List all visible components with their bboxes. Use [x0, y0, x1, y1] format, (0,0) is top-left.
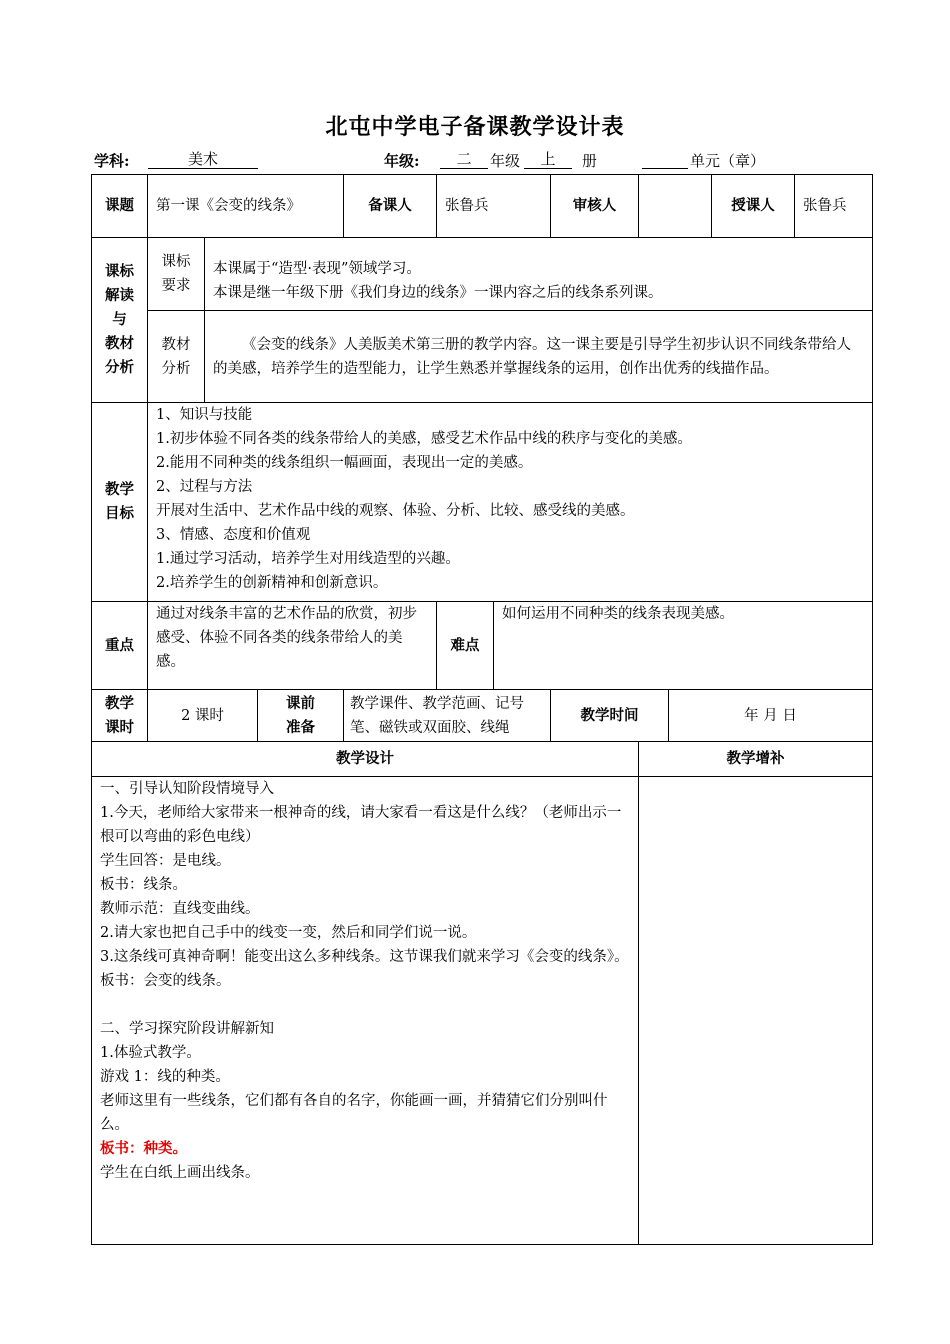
reviewer-label: 审核人: [551, 175, 639, 238]
reviewer-value: [639, 175, 712, 238]
curriculum-label: 课标 解读 与 教材 分析: [92, 238, 148, 403]
schedule-row: [92, 690, 873, 742]
time-value: 年 月 日: [669, 690, 873, 742]
lesson-row: [92, 175, 873, 238]
design-line: 1.今天，老师给大家带来一根神奇的线，请大家看一看这是什么线？（老师出示一根可以弯曲的彩色电线）: [100, 805, 622, 845]
design-line: 学生在白纸上画出线条。: [100, 1165, 260, 1181]
design-content-row: [92, 777, 873, 1245]
difficulty-label: 难点: [437, 602, 494, 690]
difficulty-content: 如何运用不同种类的线条表现美感。: [494, 602, 873, 690]
design-line: 2.请大家也把自己手中的线变一变，然后和同学们说一说。: [100, 925, 477, 941]
prep-label: 课前 准备: [258, 690, 344, 742]
subject-label: 学科:: [94, 152, 130, 170]
textbook-label: 教材 分析: [148, 311, 205, 403]
design-line: 板书：线条。: [100, 877, 187, 893]
design-line-highlight: 板书：种类。: [100, 1140, 187, 1157]
grade-unit: 年级: [490, 152, 521, 170]
teacher-label: 授课人: [712, 175, 795, 238]
design-header: 教学设计: [92, 742, 639, 777]
design-line: 老师这里有一些线条，它们都有各自的名字，你能画一画，并猜猜它们分别叫什么。: [100, 1093, 608, 1133]
unit-value: [642, 150, 688, 169]
objectives-label: 教学 目标: [92, 403, 148, 602]
hours-label: 教学 课时: [92, 690, 148, 742]
unit-label: 单元（章）: [690, 152, 766, 170]
design-line: 3.这条线可真神奇啊！能变出这么多种线条。这节课我们就来学习《会变的线条》。: [100, 949, 629, 965]
design-line: 一、引导认知阶段情境导入: [100, 781, 274, 797]
standard-content: 本课属于“造型·表现”领域学习。 本课是继一年级下册《我们身边的线条》一课内容之后的线条系列课。: [205, 238, 873, 311]
curriculum-standard-row: [92, 238, 873, 311]
design-line: 板书：会变的线条。: [100, 973, 231, 989]
subject-value: 美术: [148, 150, 258, 169]
lesson-plan-table: [91, 174, 873, 1245]
design-line: [100, 993, 630, 1017]
key-point-content: 通过对线条丰富的艺术作品的欣赏，初步感受、体验不同各类的线条带给人的美感。: [148, 602, 437, 690]
document-title: 北屯中学电子备课教学设计表: [325, 114, 625, 140]
time-label: 教学时间: [551, 690, 669, 742]
preparer-value: 张鲁兵: [437, 175, 551, 238]
preparer-label: 备课人: [344, 175, 437, 238]
design-line: 游戏 1：线的种类。: [100, 1069, 230, 1085]
key-point-label: 重点: [92, 602, 148, 690]
objectives-row: [92, 403, 873, 602]
design-header-row: [92, 742, 873, 777]
key-points-row: [92, 602, 873, 690]
supplement-content: [639, 777, 873, 1245]
design-line: 教师示范：直线变曲线。: [100, 901, 260, 917]
objectives-content: 1、知识与技能 1.初步体验不同各类的线条带给人的美感，感受艺术作品中线的秩序与变化的美感。 2.能用不同种类的线条组织一幅画面，表现出一定的美感。 2、过程与方法 开展对生活中、艺术作品中线的观察、体验、分析、比较、感受线的美感。 3、情感、态度和价值观 1.通过学习活动，培养学生对用线造型的兴趣。 2.培养学生的创新精神和创新意识。: [148, 403, 873, 602]
grade-label: 年级:: [384, 152, 420, 170]
lesson-label: 课题: [92, 175, 148, 238]
design-line: 1.体验式教学。: [100, 1045, 201, 1061]
design-line: 学生回答：是电线。: [100, 853, 231, 869]
standard-label: 课标 要求: [148, 238, 205, 311]
textbook-analysis-row: [92, 311, 873, 403]
teacher-value: 张鲁兵: [795, 175, 873, 238]
volume-value: 上: [524, 150, 572, 169]
textbook-content: 《会变的线条》人美版美术第三册的教学内容。这一课主要是引导学生初步认识不同线条带给人的美感，培养学生的造型能力，让学生熟悉并掌握线条的运用，创作出优秀的线描作品。: [205, 311, 873, 403]
volume-unit: 册: [582, 152, 598, 170]
design-line: 二、学习探究阶段讲解新知: [100, 1021, 274, 1037]
hours-value: 2 课时: [148, 690, 258, 742]
supplement-header: 教学增补: [639, 742, 873, 777]
design-content: [92, 777, 639, 1245]
meta-row: [92, 150, 842, 174]
grade-value: 二: [440, 150, 488, 169]
lesson-value: 第一课《会变的线条》: [148, 175, 344, 238]
prep-content: 教学课件、教学范画、记号笔、磁铁或双面胶、线绳: [344, 690, 551, 742]
